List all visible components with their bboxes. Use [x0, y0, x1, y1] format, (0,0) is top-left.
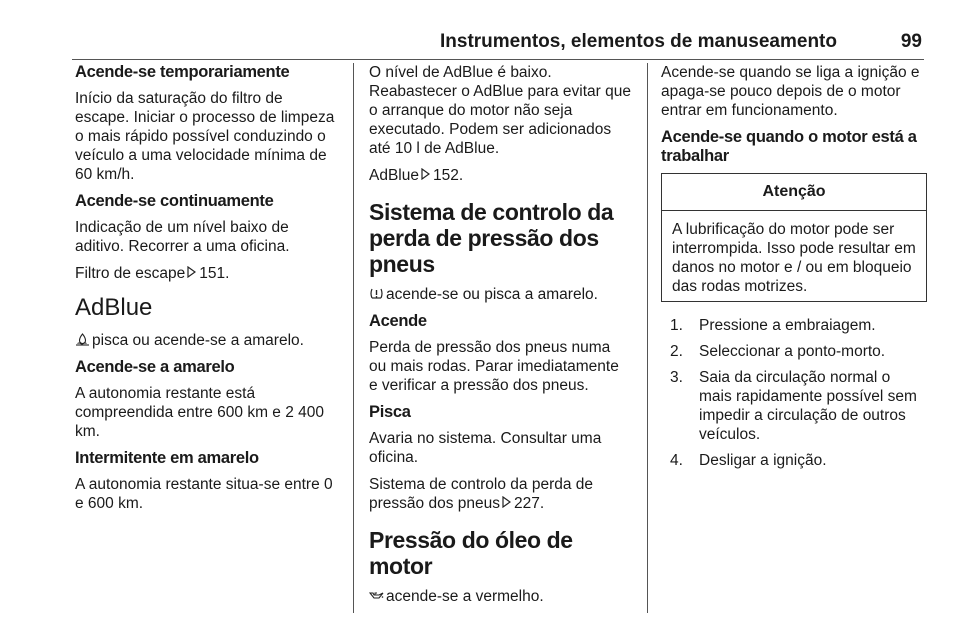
filter-ref-page[interactable]: 151. [199, 265, 230, 282]
column-3 [661, 63, 927, 612]
paragraph-on: Perda de pressão dos pneus numa ou mais rodas. Parar imediatamente e verificar a pressão dos pneus. [369, 339, 619, 394]
notice-title: Atenção [662, 174, 926, 211]
tpms-ref-page[interactable]: 227. [513, 495, 545, 512]
section-title-tpms: Sistema de controlo da perda de pressão dos pneus [369, 199, 614, 277]
step-number: 4. [670, 452, 683, 469]
step-text: Seleccionar a ponto-morto. [699, 343, 886, 360]
section-heading-on: Acende [369, 312, 427, 330]
step-number: 2. [670, 343, 683, 360]
adblue-indicator-text: pisca ou acende-se a amarelo. [92, 332, 304, 349]
paragraph-ignition: Acende-se quando se liga a ignição e apaga-se pouco depois de o motor entrar em funcionamento. [661, 64, 920, 119]
section-heading-temporarily: Acende-se temporariamente [75, 63, 290, 81]
notice-body [662, 211, 926, 301]
section-heading-running: Acende-se quando o motor está a trabalhar [661, 128, 917, 165]
paragraph-amber: A autonomia restante está compreendida entre 600 km e 2 400 km. [75, 385, 325, 440]
section-heading-flashing: Intermitente em amarelo [75, 449, 259, 467]
step-text: Desligar a ignição. [699, 452, 827, 469]
adblue-warning-icon [75, 333, 90, 346]
section-title-adblue: AdBlue [75, 294, 153, 321]
column-2 [369, 63, 631, 612]
section-heading-continuously: Acende-se continuamente [75, 192, 274, 210]
list-item [661, 451, 927, 470]
column-1 [75, 63, 340, 612]
paragraph-blink: Avaria no sistema. Consultar uma oficina. [369, 430, 602, 466]
section-title-oil-pressure: Pressão do óleo de motor [369, 527, 573, 579]
adblue-indicator-line [75, 331, 340, 350]
reference-arrow-icon [421, 168, 430, 180]
tpms-reference [369, 475, 631, 513]
reference-arrow-icon [187, 266, 196, 278]
reference-arrow-icon [502, 496, 511, 508]
adblue-ref-text: AdBlue [369, 167, 419, 184]
column-divider-1 [353, 63, 354, 613]
oil-can-icon [369, 589, 384, 602]
adblue-ref-page[interactable]: 152. [432, 167, 464, 184]
section-heading-blink: Pisca [369, 403, 411, 421]
page-number: 99 [900, 31, 922, 52]
filter-ref-text: Filtro de escape [75, 265, 186, 282]
list-item [661, 368, 927, 444]
list-item [661, 342, 927, 361]
step-number: 3. [670, 369, 683, 386]
notice-text: A lubrificação do motor pode ser interrompida. Isso pode resultar em danos no motor e / ou em bloqueio das rodas motrizes. [672, 221, 916, 295]
header-rule [72, 59, 924, 60]
tpms-indicator-line [369, 285, 631, 304]
list-item [661, 316, 927, 335]
oil-indicator-line [369, 587, 631, 606]
paragraph-continuously: Indicação de um nível baixo de aditivo. Recorrer a uma oficina. [75, 219, 290, 255]
tpms-indicator-text: acende-se ou pisca a amarelo. [386, 286, 598, 303]
filter-reference [75, 264, 340, 283]
steps-list [661, 316, 927, 470]
section-heading-amber: Acende-se a amarelo [75, 358, 235, 376]
header-title: Instrumentos, elementos de manuseamento [440, 31, 837, 52]
oil-indicator-text: acende-se a vermelho. [386, 588, 544, 605]
paragraph-temporarily: Início da saturação do filtro de escape. Iniciar o processo de limpeza o mais rápido possível conduzindo o veículo a uma velocidade mínima de 60 km/h. [75, 90, 335, 183]
step-number: 1. [670, 317, 683, 334]
tire-pressure-icon [369, 287, 384, 300]
paragraph-flashing: A autonomia restante situa-se entre 0 e 600 km. [75, 476, 333, 512]
step-text: Pressione a embraiagem. [699, 317, 876, 334]
column-divider-2 [647, 63, 648, 613]
paragraph-adblue-low: O nível de AdBlue é baixo. Reabastecer o AdBlue para evitar que o arranque do motor não seja executado. Podem ser adicionados até 10 l de AdBlue. [369, 64, 631, 157]
tpms-ref-text: Sistema de controlo da perda de pressão dos pneus [369, 476, 594, 512]
warning-notice [661, 173, 927, 302]
step-text: Saia da circulação normal o mais rapidamente possível sem impedir a circulação de outros veículos. [699, 369, 917, 443]
adblue-reference [369, 166, 631, 185]
